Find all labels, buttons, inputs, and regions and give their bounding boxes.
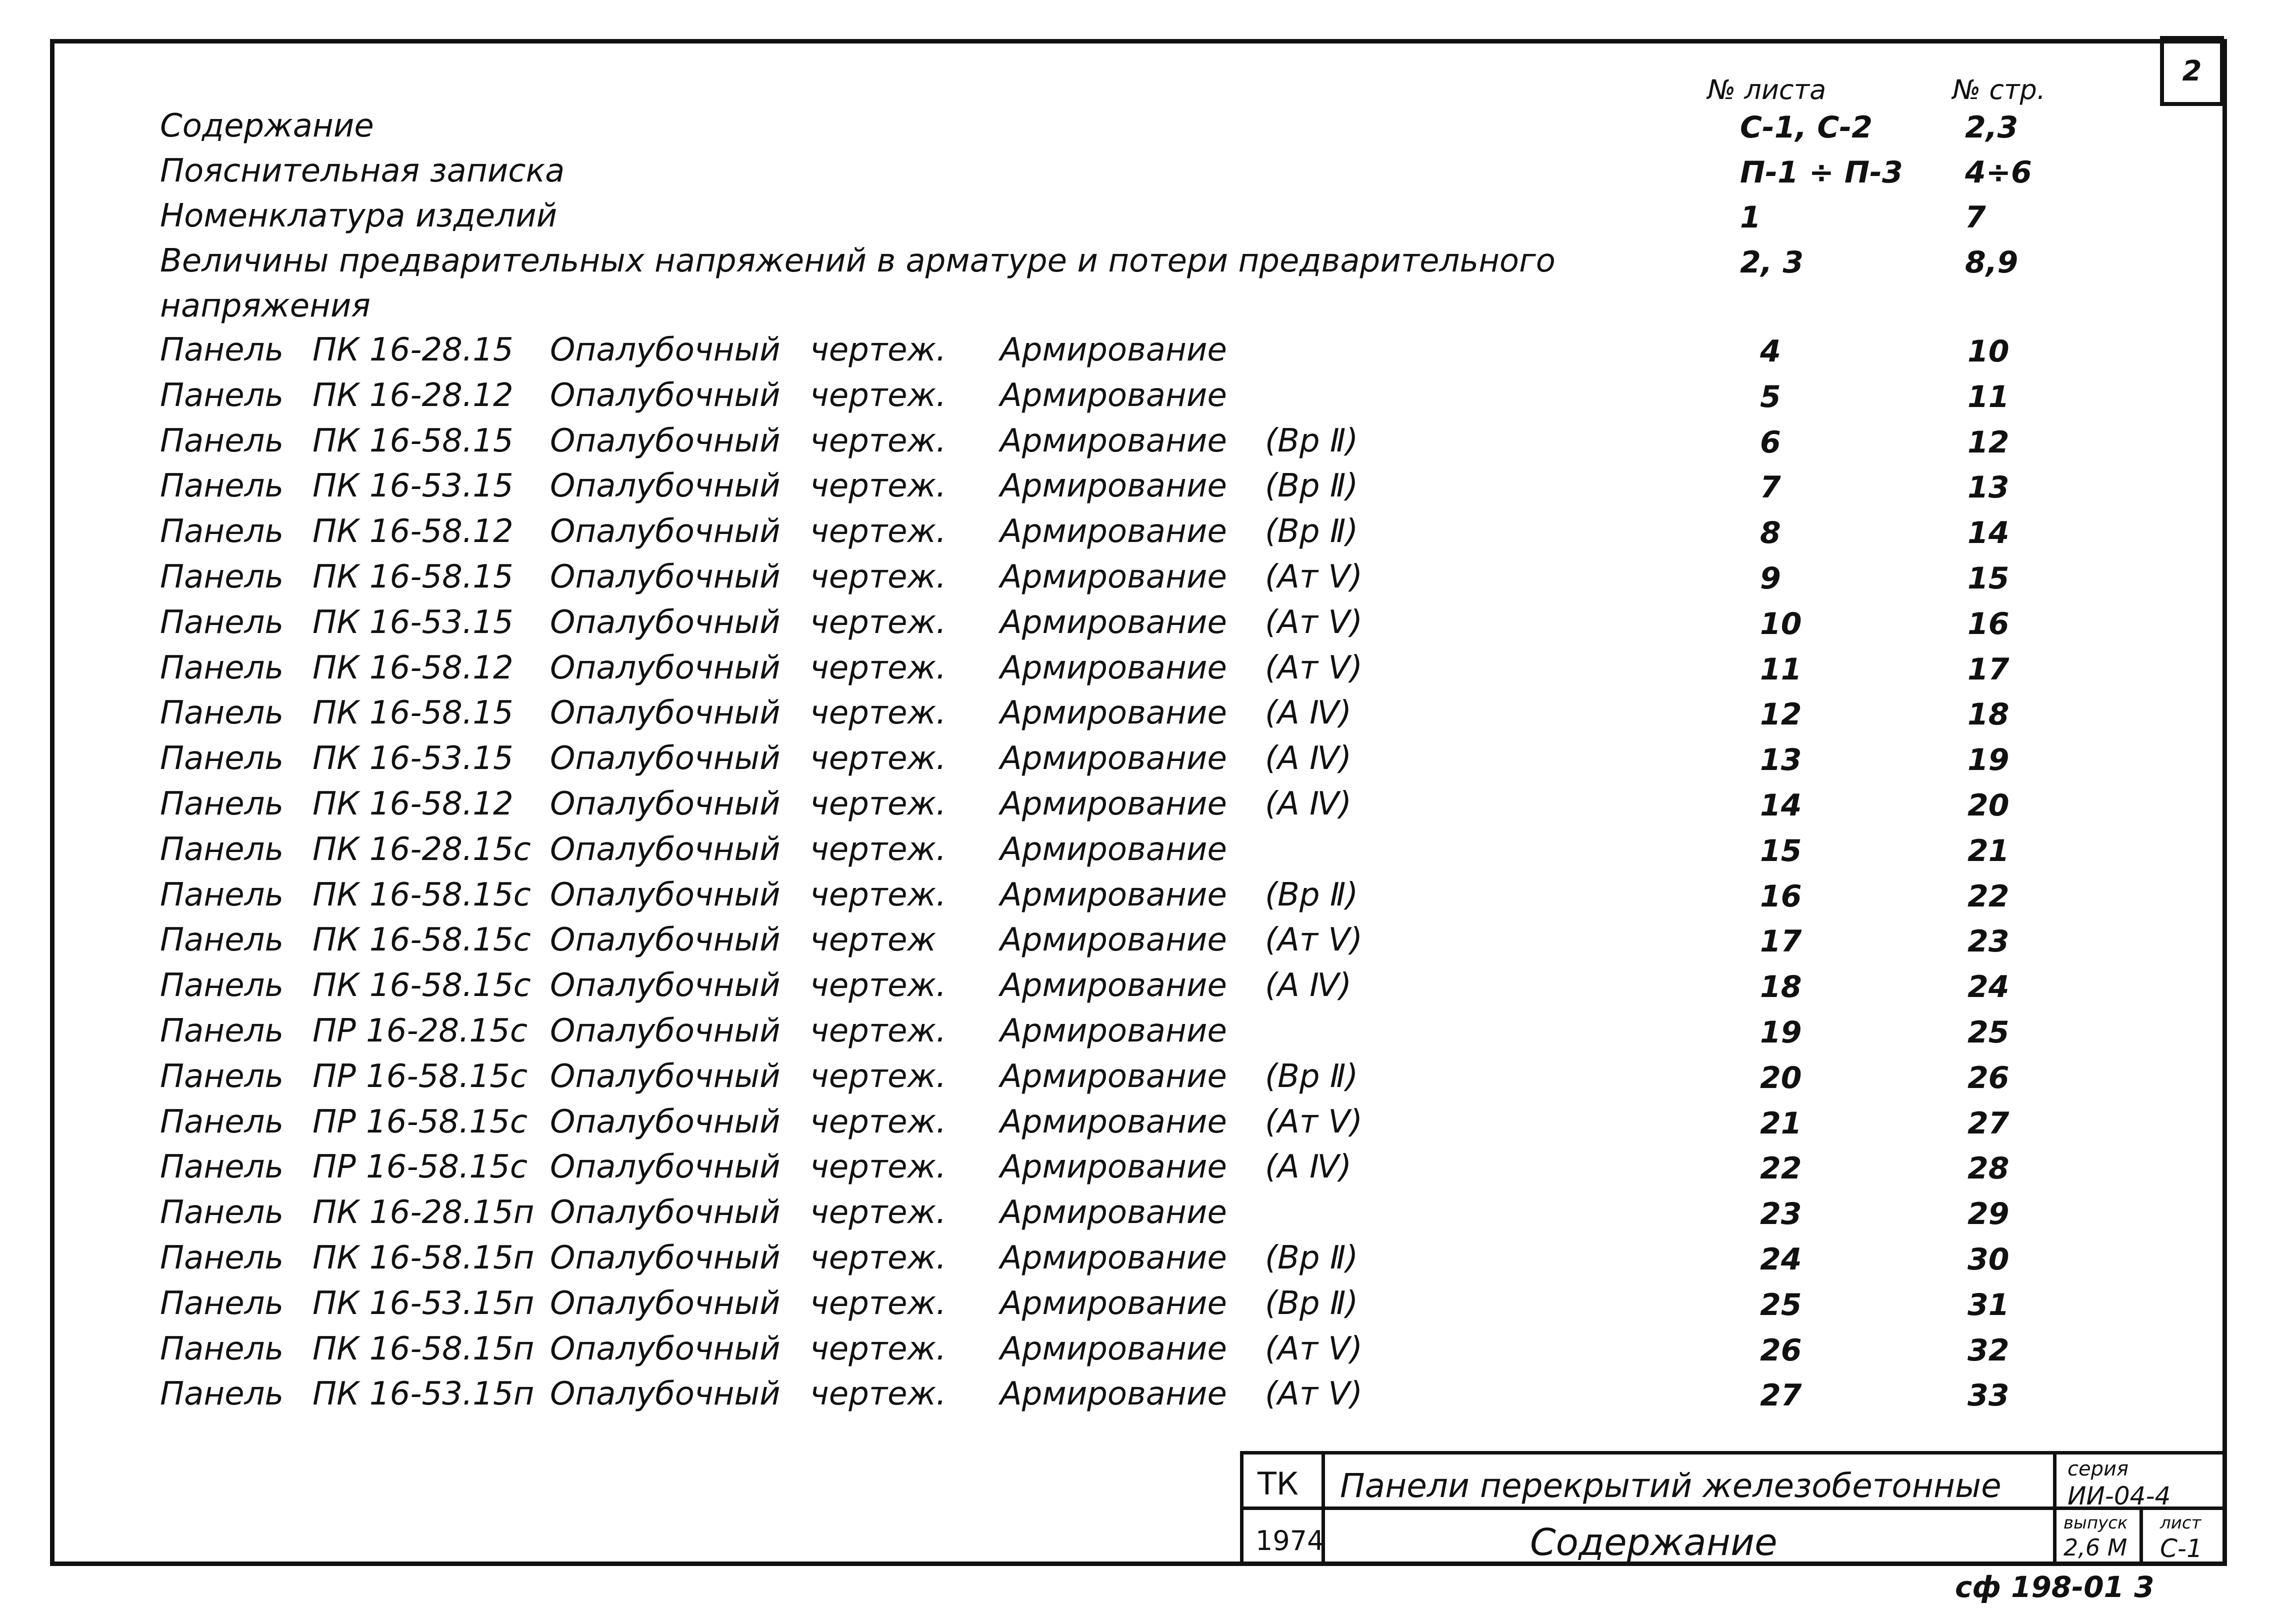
row-sheet-number: 5 bbox=[1760, 380, 1781, 414]
reinforcement-label: Армирование bbox=[1000, 922, 1227, 958]
reinforcement-label: Армирование bbox=[1000, 1104, 1227, 1140]
row-page-number: 19 bbox=[1968, 742, 2010, 778]
intro-page-number: 4÷6 bbox=[1965, 155, 2032, 190]
formwork-label: Опалубочный bbox=[550, 1330, 780, 1368]
row-sheet-number: 21 bbox=[1760, 1106, 1802, 1141]
panel-code: ПК 16-58.15 bbox=[312, 558, 514, 596]
formwork-label: Опалубочный bbox=[550, 1012, 780, 1050]
sheet-number: 2 bbox=[2182, 54, 2202, 88]
drawing-label: чертеж. bbox=[810, 740, 946, 777]
sheet-title-cell bbox=[1322, 1506, 2056, 1566]
row-label: Панель bbox=[160, 604, 284, 641]
row-label: Панель bbox=[160, 1148, 284, 1186]
steel-class: (Вр Ⅱ) bbox=[1265, 876, 1358, 914]
row-label: Панель bbox=[160, 1330, 284, 1368]
title-block bbox=[1240, 1451, 2227, 1566]
drawing-label: чертеж. bbox=[810, 786, 946, 822]
row-sheet-number: 23 bbox=[1760, 1196, 1802, 1232]
list-label: лист bbox=[2160, 1513, 2202, 1533]
row-label: Панель bbox=[160, 1104, 284, 1140]
panel-code: ПР 16-28.15с bbox=[312, 1012, 528, 1050]
panel-code: ПК 16-58.12 bbox=[312, 513, 514, 550]
steel-class: (Вр Ⅱ) bbox=[1265, 422, 1358, 460]
row-page-number: 25 bbox=[1968, 1015, 2010, 1050]
row-label: Панель bbox=[160, 876, 284, 914]
row-page-number: 12 bbox=[1968, 425, 2010, 460]
drawing-label: чертеж. bbox=[810, 468, 946, 504]
drawing-label: чертеж. bbox=[810, 1285, 946, 1322]
row-label: Панель bbox=[160, 967, 284, 1004]
row-sheet-number: 20 bbox=[1760, 1060, 1802, 1096]
reinforcement-label: Армирование bbox=[1000, 468, 1227, 504]
row-label: Панель bbox=[160, 513, 284, 550]
formwork-label: Опалубочный bbox=[550, 694, 780, 732]
intro-page-number: 2,3 bbox=[1965, 110, 2018, 145]
row-page-number: 18 bbox=[1968, 697, 2010, 732]
steel-class: (Ат Ⅴ) bbox=[1265, 1376, 1363, 1412]
reinforcement-label: Армирование bbox=[1000, 1194, 1227, 1231]
steel-class: (А Ⅳ) bbox=[1265, 1148, 1352, 1186]
row-page-number: 33 bbox=[1968, 1378, 2010, 1413]
panel-code: ПК 16-28.15 bbox=[312, 332, 514, 368]
row-sheet-number: 16 bbox=[1760, 879, 1802, 914]
drawing-label: чертеж. bbox=[810, 650, 946, 686]
drawing-label: чертеж. bbox=[810, 967, 946, 1004]
row-page-number: 13 bbox=[1968, 470, 2010, 505]
reinforcement-label: Армирование bbox=[1000, 1058, 1227, 1095]
intro-sheet-number: 2, 3 bbox=[1740, 245, 1804, 280]
row-sheet-number: 9 bbox=[1760, 561, 1781, 596]
steel-class: (Вр Ⅱ) bbox=[1265, 468, 1358, 504]
reinforcement-label: Армирование bbox=[1000, 558, 1227, 596]
row-sheet-number: 13 bbox=[1760, 742, 1802, 778]
archive-stamp: сф 198-01 3 bbox=[1955, 1570, 2154, 1604]
panel-code: ПК 16-53.15п bbox=[312, 1285, 534, 1322]
row-sheet-number: 8 bbox=[1760, 516, 1781, 550]
row-label: Панель bbox=[160, 694, 284, 732]
row-label: Панель bbox=[160, 422, 284, 460]
panel-code: ПР 16-58.15с bbox=[312, 1148, 528, 1186]
row-sheet-number: 6 bbox=[1760, 425, 1781, 460]
reinforcement-label: Армирование bbox=[1000, 1376, 1227, 1412]
row-label: Панель bbox=[160, 650, 284, 686]
panel-code: ПК 16-58.15п bbox=[312, 1240, 534, 1276]
row-page-number: 26 bbox=[1968, 1060, 2010, 1096]
series-cell bbox=[2053, 1451, 2227, 1510]
row-label: Панель bbox=[160, 922, 284, 958]
reinforcement-label: Армирование bbox=[1000, 422, 1227, 460]
steel-class: (Вр Ⅱ) bbox=[1265, 1058, 1358, 1095]
drawing-label: чертеж. bbox=[810, 1376, 946, 1412]
row-page-number: 32 bbox=[1968, 1333, 2010, 1368]
row-sheet-number: 12 bbox=[1760, 697, 1802, 732]
formwork-label: Опалубочный bbox=[550, 786, 780, 822]
row-sheet-number: 19 bbox=[1760, 1015, 1802, 1050]
panel-code: ПК 16-28.12 bbox=[312, 377, 514, 414]
panel-code: ПК 16-58.15п bbox=[312, 1330, 534, 1368]
drawing-label: чертеж. bbox=[810, 1148, 946, 1186]
row-label: Панель bbox=[160, 1194, 284, 1231]
reinforcement-label: Армирование bbox=[1000, 513, 1227, 550]
issue-cell bbox=[2053, 1506, 2143, 1566]
sheet-column-header: № листа bbox=[1708, 74, 1826, 106]
intro-title: Пояснительная записка bbox=[160, 152, 565, 190]
row-page-number: 31 bbox=[1968, 1288, 2010, 1322]
row-page-number: 27 bbox=[1968, 1106, 2010, 1141]
panel-code: ПК 16-58.15 bbox=[312, 422, 514, 460]
reinforcement-label: Армирование bbox=[1000, 1240, 1227, 1276]
intro-page-number: 8,9 bbox=[1965, 245, 2018, 280]
intro-title: напряжения bbox=[160, 288, 370, 324]
formwork-label: Опалубочный bbox=[550, 513, 780, 550]
formwork-label: Опалубочный bbox=[550, 922, 780, 958]
formwork-label: Опалубочный bbox=[550, 332, 780, 368]
row-label: Панель bbox=[160, 1058, 284, 1095]
row-label: Панель bbox=[160, 377, 284, 414]
formwork-label: Опалубочный bbox=[550, 1104, 780, 1140]
org-cell bbox=[1240, 1451, 1325, 1510]
row-sheet-number: 4 bbox=[1760, 334, 1781, 369]
reinforcement-label: Армирование bbox=[1000, 786, 1227, 822]
drawing-label: чертеж. bbox=[810, 1330, 946, 1368]
drawing-label: чертеж. bbox=[810, 377, 946, 414]
formwork-label: Опалубочный bbox=[550, 468, 780, 504]
formwork-label: Опалубочный bbox=[550, 1240, 780, 1276]
row-sheet-number: 15 bbox=[1760, 834, 1802, 868]
project-cell bbox=[1322, 1451, 2056, 1510]
intro-title: Номенклатура изделий bbox=[160, 198, 558, 234]
sheet-title: Содержание bbox=[1530, 1521, 1778, 1564]
reinforcement-label: Армирование bbox=[1000, 1285, 1227, 1322]
year-cell bbox=[1240, 1506, 1325, 1566]
formwork-label: Опалубочный bbox=[550, 740, 780, 777]
row-sheet-number: 25 bbox=[1760, 1288, 1802, 1322]
intro-title: Величины предварительных напряжений в арматуре и потери предварительного bbox=[160, 242, 1556, 280]
page-column-header: № стр. bbox=[1952, 74, 2046, 106]
formwork-label: Опалубочный bbox=[550, 1058, 780, 1095]
row-label: Панель bbox=[160, 1012, 284, 1050]
row-sheet-number: 14 bbox=[1760, 788, 1802, 823]
formwork-label: Опалубочный bbox=[550, 650, 780, 686]
drawing-label: чертеж. bbox=[810, 1194, 946, 1231]
drawing-label: чертеж. bbox=[810, 831, 946, 868]
reinforcement-label: Армирование bbox=[1000, 967, 1227, 1004]
row-label: Панель bbox=[160, 468, 284, 504]
formwork-label: Опалубочный bbox=[550, 1285, 780, 1322]
steel-class: (Ат Ⅴ) bbox=[1265, 922, 1363, 958]
steel-class: (Ат Ⅴ) bbox=[1265, 1104, 1363, 1140]
steel-class: (А Ⅳ) bbox=[1265, 786, 1352, 822]
row-sheet-number: 18 bbox=[1760, 970, 1802, 1004]
panel-code: ПК 16-58.12 bbox=[312, 786, 514, 822]
panel-code: ПК 16-53.15 bbox=[312, 740, 514, 777]
panel-code: ПК 16-53.15 bbox=[312, 604, 514, 641]
steel-class: (Ат Ⅴ) bbox=[1265, 1330, 1363, 1368]
reinforcement-label: Армирование bbox=[1000, 831, 1227, 868]
intro-title: Содержание bbox=[160, 108, 374, 144]
panel-code: ПК 16-58.15 bbox=[312, 694, 514, 732]
row-sheet-number: 22 bbox=[1760, 1151, 1802, 1186]
drawing-label: чертеж. bbox=[810, 876, 946, 914]
reinforcement-label: Армирование bbox=[1000, 1148, 1227, 1186]
panel-code: ПК 16-53.15п bbox=[312, 1376, 534, 1412]
sheet-number-box bbox=[2160, 36, 2224, 106]
series-value: ИИ-04-4 bbox=[2068, 1482, 2171, 1510]
reinforcement-label: Армирование bbox=[1000, 650, 1227, 686]
year: 1974 bbox=[1256, 1525, 1324, 1556]
row-page-number: 11 bbox=[1968, 380, 2010, 414]
row-page-number: 23 bbox=[1968, 924, 2010, 959]
row-page-number: 30 bbox=[1968, 1242, 2010, 1277]
steel-class: (Вр Ⅱ) bbox=[1265, 1240, 1358, 1276]
intro-sheet-number: 1 bbox=[1740, 200, 1761, 235]
drawing-label: чертеж. bbox=[810, 694, 946, 732]
drawing-label: чертеж. bbox=[810, 513, 946, 550]
row-page-number: 10 bbox=[1968, 334, 2010, 369]
reinforcement-label: Армирование bbox=[1000, 694, 1227, 732]
project-title: Панели перекрытий железобетонные bbox=[1340, 1466, 2002, 1505]
intro-sheet-number: П-1 ÷ П-3 bbox=[1740, 155, 1903, 190]
panel-code: ПК 16-58.15с bbox=[312, 967, 531, 1004]
series-label: серия bbox=[2068, 1458, 2129, 1480]
panel-code: ПР 16-58.15с bbox=[312, 1058, 528, 1095]
steel-class: (Вр Ⅱ) bbox=[1265, 513, 1358, 550]
row-label: Панель bbox=[160, 740, 284, 777]
panel-code: ПК 16-28.15п bbox=[312, 1194, 534, 1231]
row-sheet-number: 11 bbox=[1760, 652, 1802, 687]
drawing-label: чертеж. bbox=[810, 422, 946, 460]
formwork-label: Опалубочный bbox=[550, 876, 780, 914]
formwork-label: Опалубочный bbox=[550, 967, 780, 1004]
row-page-number: 24 bbox=[1968, 970, 2010, 1004]
row-sheet-number: 7 bbox=[1760, 470, 1781, 505]
drawing-label: чертеж. bbox=[810, 1104, 946, 1140]
reinforcement-label: Армирование bbox=[1000, 1330, 1227, 1368]
row-page-number: 21 bbox=[1968, 834, 2010, 868]
row-page-number: 22 bbox=[1968, 879, 2010, 914]
steel-class: (Ат Ⅴ) bbox=[1265, 650, 1363, 686]
reinforcement-label: Армирование bbox=[1000, 377, 1227, 414]
row-label: Панель bbox=[160, 558, 284, 596]
row-label: Панель bbox=[160, 332, 284, 368]
row-label: Панель bbox=[160, 1240, 284, 1276]
row-label: Панель bbox=[160, 831, 284, 868]
steel-class: (Вр Ⅱ) bbox=[1265, 1285, 1358, 1322]
intro-sheet-number: С-1, С-2 bbox=[1740, 110, 1873, 145]
steel-class: (А Ⅳ) bbox=[1265, 740, 1352, 777]
drawing-label: чертеж. bbox=[810, 1240, 946, 1276]
panel-code: ПК 16-28.15с bbox=[312, 831, 531, 868]
row-page-number: 20 bbox=[1968, 788, 2010, 823]
reinforcement-label: Армирование bbox=[1000, 740, 1227, 777]
steel-class: (А Ⅳ) bbox=[1265, 967, 1352, 1004]
row-sheet-number: 27 bbox=[1760, 1378, 1802, 1413]
formwork-label: Опалубочный bbox=[550, 558, 780, 596]
drawing-label: чертеж. bbox=[810, 332, 946, 368]
panel-code: ПК 16-58.15с bbox=[312, 876, 531, 914]
row-sheet-number: 26 bbox=[1760, 1333, 1802, 1368]
row-sheet-number: 17 bbox=[1760, 924, 1802, 959]
reinforcement-label: Армирование bbox=[1000, 1012, 1227, 1050]
row-sheet-number: 24 bbox=[1760, 1242, 1802, 1277]
steel-class: (Ат Ⅴ) bbox=[1265, 558, 1363, 596]
steel-class: (А Ⅳ) bbox=[1265, 694, 1352, 732]
row-label: Панель bbox=[160, 1376, 284, 1412]
panel-code: ПК 16-58.15с bbox=[312, 922, 531, 958]
row-page-number: 28 bbox=[1968, 1151, 2010, 1186]
org-code: ТК bbox=[1258, 1466, 1298, 1502]
row-page-number: 15 bbox=[1968, 561, 2010, 596]
formwork-label: Опалубочный bbox=[550, 422, 780, 460]
row-page-number: 16 bbox=[1968, 606, 2010, 642]
formwork-label: Опалубочный bbox=[550, 1376, 780, 1412]
formwork-label: Опалубочный bbox=[550, 1148, 780, 1186]
row-label: Панель bbox=[160, 1285, 284, 1322]
drawing-label: чертеж. bbox=[810, 604, 946, 641]
issue-label: выпуск bbox=[2064, 1513, 2128, 1533]
formwork-label: Опалубочный bbox=[550, 831, 780, 868]
drawing-label: чертеж. bbox=[810, 558, 946, 596]
panel-code: ПК 16-58.12 bbox=[312, 650, 514, 686]
drawing-label: чертеж bbox=[810, 922, 936, 958]
reinforcement-label: Армирование bbox=[1000, 604, 1227, 641]
row-page-number: 29 bbox=[1968, 1196, 2010, 1232]
panel-code: ПР 16-58.15с bbox=[312, 1104, 528, 1140]
intro-page-number: 7 bbox=[1965, 200, 1986, 235]
reinforcement-label: Армирование bbox=[1000, 332, 1227, 368]
formwork-label: Опалубочный bbox=[550, 604, 780, 641]
panel-code: ПК 16-53.15 bbox=[312, 468, 514, 504]
list-cell bbox=[2140, 1506, 2227, 1566]
row-page-number: 14 bbox=[1968, 516, 2010, 550]
steel-class: (Ат Ⅴ) bbox=[1265, 604, 1363, 641]
reinforcement-label: Армирование bbox=[1000, 876, 1227, 914]
drawing-label: чертеж. bbox=[810, 1058, 946, 1095]
issue-value: 2,6 М bbox=[2064, 1534, 2128, 1561]
formwork-label: Опалубочный bbox=[550, 1194, 780, 1231]
row-page-number: 17 bbox=[1968, 652, 2010, 687]
row-label: Панель bbox=[160, 786, 284, 822]
formwork-label: Опалубочный bbox=[550, 377, 780, 414]
row-sheet-number: 10 bbox=[1760, 606, 1802, 642]
drawing-label: чертеж. bbox=[810, 1012, 946, 1050]
list-value: С-1 bbox=[2160, 1534, 2202, 1563]
